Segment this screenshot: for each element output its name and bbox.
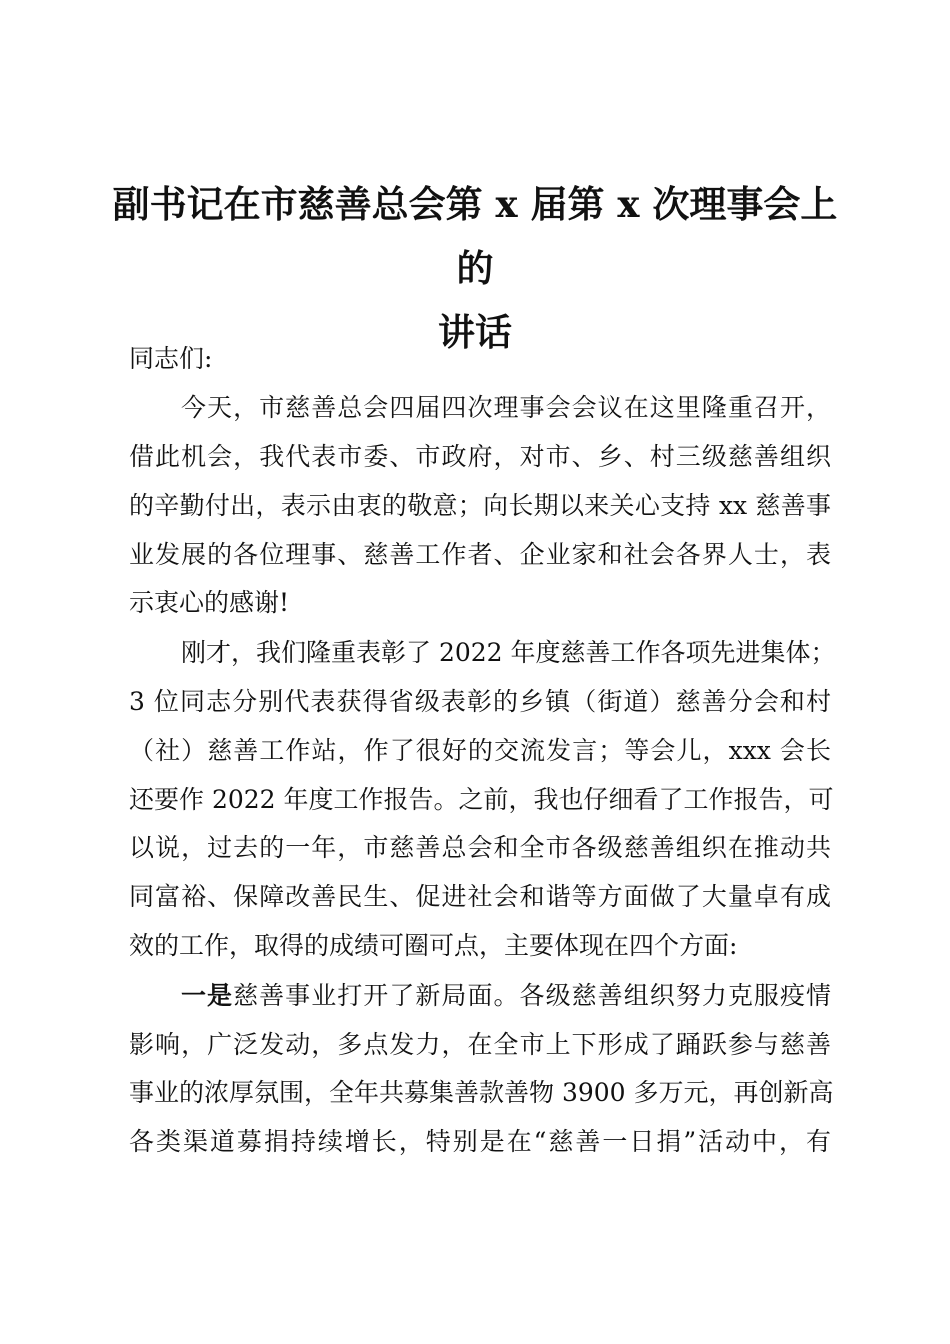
- document-body: [129, 335, 836, 1167]
- paragraph-line: 还要作 2022 年度工作报告。之前，我也仔细看了工作报告，可: [129, 784, 834, 814]
- paragraph-line: 示衷心的感谢!: [129, 588, 290, 618]
- paragraph-1: [129, 384, 831, 628]
- paragraph-first-rest: 慈善事业打开了新局面。各级慈善组织努力克服疫情: [233, 980, 831, 1010]
- title-line-1: 副书记在市慈善总会第 x 届第 x 次理事会上的: [112, 182, 838, 290]
- paragraph-line: 以说，过去的一年，市慈善总会和全市各级慈善组织在推动共: [129, 833, 831, 863]
- paragraph-line: 的辛勤付出，表示由衷的敬意；向长期以来关心支持 xx 慈善事: [129, 490, 831, 520]
- paragraph-line: [129, 972, 831, 1021]
- paragraph-line: 刚才，我们隆重表彰了 2022 年度慈善工作各项先进集体；: [181, 638, 836, 668]
- paragraph-line: 同富裕、保障改善民生、促进社会和谐等方面做了大量卓有成: [129, 882, 831, 912]
- paragraph-line: 效的工作，取得的成绩可圈可点，主要体现在四个方面:: [129, 931, 738, 961]
- paragraph-line: 影响，广泛发动，多点发力，在全市上下形成了踊跃参与慈善: [129, 1029, 831, 1059]
- paragraph-3: [129, 972, 834, 1167]
- paragraph-line: （社）慈善工作站，作了很好的交流发言；等会儿，xxx 会长: [129, 735, 831, 765]
- title-line-2: 讲话: [438, 310, 512, 354]
- paragraph-line: 事业的浓厚氛围，全年共募集善款善物 3900 多万元，再创新高: [129, 1078, 834, 1108]
- paragraph-line: 今天，市慈善总会四届四次理事会会议在这里隆重召开，: [181, 393, 831, 423]
- paragraph-2: [129, 629, 836, 971]
- paragraph-line: 借此机会，我代表市委、市政府，对市、乡、村三级慈善组织: [129, 442, 831, 472]
- paragraph-lead: 一是: [181, 980, 234, 1010]
- paragraph-line: 各类渠道募捐持续增长，特别是在“慈善一日捐”活动中，有: [129, 1127, 831, 1157]
- paragraph-line: 3 位同志分别代表获得省级表彰的乡镇（街道）慈善分会和村: [129, 687, 831, 717]
- salutation: 同志们:: [129, 344, 213, 373]
- paragraph-line: 业发展的各位理事、慈善工作者、企业家和社会各界人士，表: [129, 539, 831, 569]
